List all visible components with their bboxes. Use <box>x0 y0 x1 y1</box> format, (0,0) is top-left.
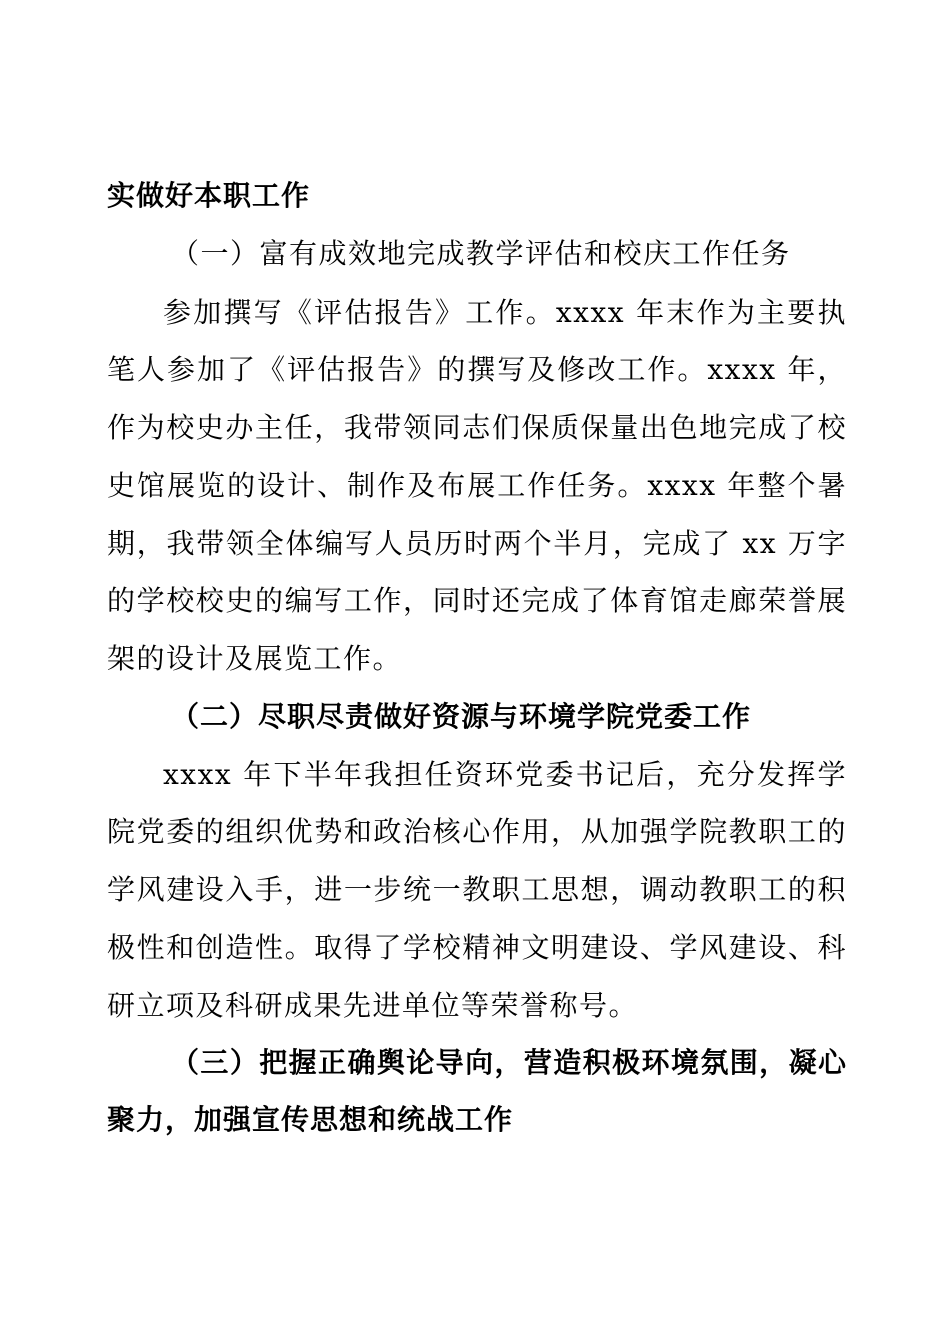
paragraph-1-line-5: 期，我带领全体编写人员历时两个半月，完成了 xx 万字 <box>107 527 847 560</box>
paragraph-1-line-3: 作为校史办主任，我带领同志们保质保量出色地完成了校 <box>107 411 847 444</box>
paragraph-2-line-1: xxxx 年下半年我担任资环党委书记后，充分发挥学 <box>163 758 847 791</box>
section-heading-continuation: 实做好本职工作 <box>107 179 311 212</box>
paragraph-1-line-4: 史馆展览的设计、制作及布展工作任务。xxxx 年整个暑 <box>107 469 847 502</box>
paragraph-2-line-2: 院党委的组织优势和政治核心作用，从加强学院教职工的 <box>107 815 847 848</box>
paragraph-2-line-4: 极性和创造性。取得了学校精神文明建设、学风建设、科 <box>107 931 847 964</box>
subheading-3-line-2: 聚力，加强宣传思想和统战工作 <box>107 1103 514 1136</box>
paragraph-2-line-5: 研立项及科研成果先进单位等荣誉称号。 <box>107 989 639 1022</box>
paragraph-2-line-3: 学风建设入手，进一步统一教职工思想，调动教职工的积 <box>107 873 847 906</box>
subheading-1: （一）富有成效地完成教学评估和校庆工作任务 <box>171 237 791 270</box>
paragraph-1-line-6: 的学校校史的编写工作，同时还完成了体育馆走廊荣誉展 <box>107 584 847 617</box>
paragraph-1-line-7: 架的设计及展览工作。 <box>107 642 403 675</box>
paragraph-1-line-1: 参加撰写《评估报告》工作。xxxx 年末作为主要执 <box>163 296 847 329</box>
paragraph-1-line-2: 笔人参加了《评估报告》的撰写及修改工作。xxxx 年， <box>107 353 847 386</box>
subheading-2: （二）尽职尽责做好资源与环境学院党委工作 <box>171 700 752 733</box>
subheading-3-line-1: （三）把握正确舆论导向，营造积极环境氛围，凝心 <box>171 1046 847 1079</box>
